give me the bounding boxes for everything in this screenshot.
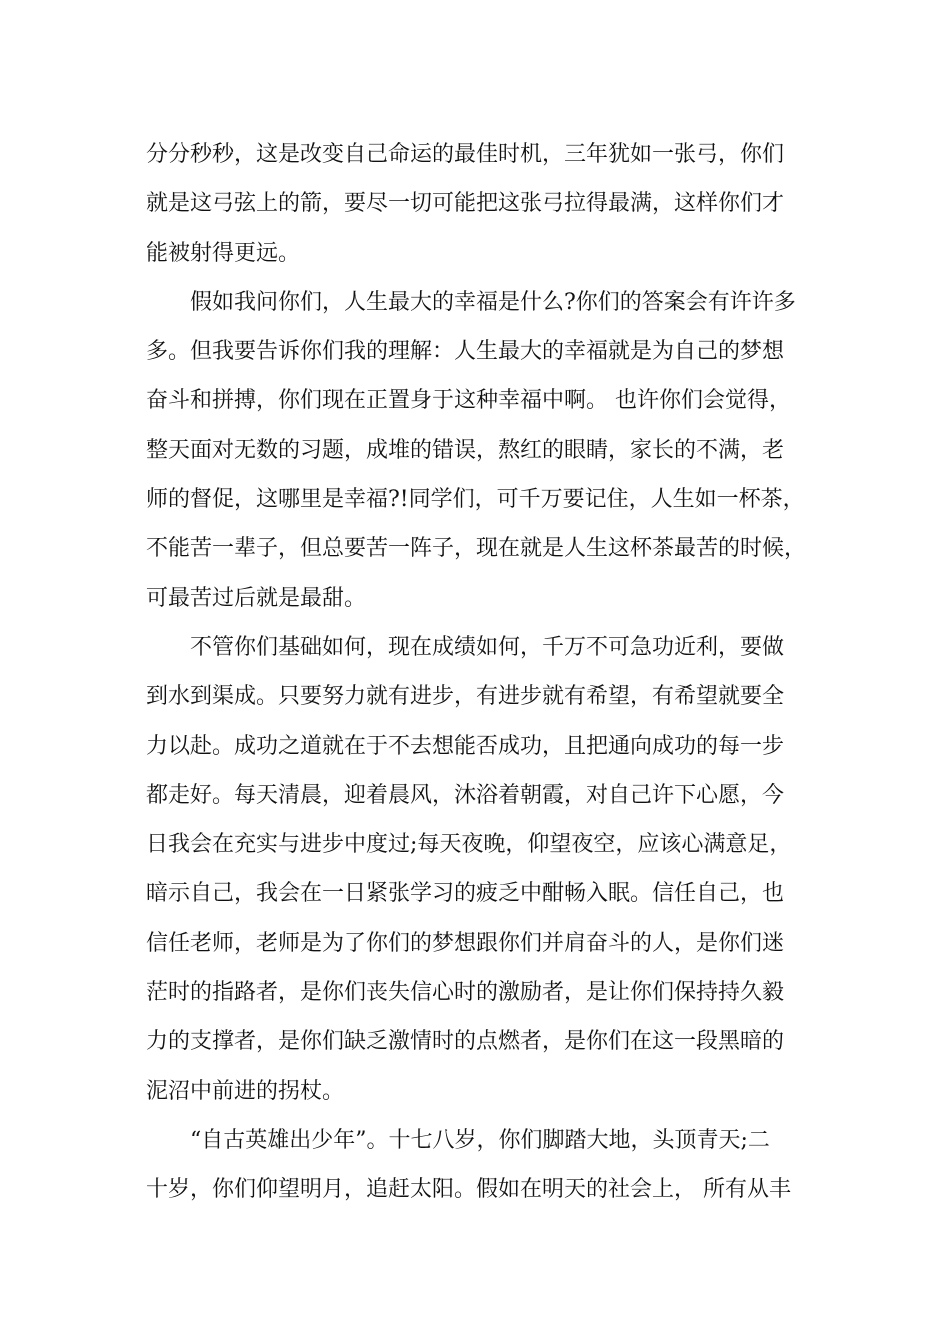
- text-line: 暗示自己，我会在一日紧张学习的疲乏中酣畅入眠。信任自己，也: [146, 881, 785, 907]
- text-line: 到水到渠成。只要努力就有进步，有进步就有希望，有希望就要全: [146, 684, 785, 710]
- text-line: 可最苦过后就是最甜。: [146, 585, 367, 611]
- text-line: 日我会在充实与进步中度过;每天夜晚，仰望夜空，应该心满意足，: [146, 832, 792, 858]
- text-line: 力的支撑者，是你们缺乏激情时的点燃者，是你们在这一段黑暗的: [146, 1029, 785, 1055]
- text-line: 力以赴。成功之道就在于不去想能否成功，且把通向成功的每一步: [146, 733, 785, 759]
- text-line: 师的督促，这哪里是幸福?!同学们，可千万要记住，人生如一杯茶，: [146, 487, 805, 513]
- text-line: 多。但我要告诉你们我的理解：人生最大的幸福就是为自己的梦想: [146, 339, 785, 365]
- body-text: [146, 130, 806, 1215]
- text-line: 就是这弓弦上的箭，要尽一切可能把这张弓拉得最满，这样你们才: [146, 191, 785, 217]
- text-line: 茫时的指路者，是你们丧失信心时的激励者，是让你们保持持久毅: [146, 980, 785, 1006]
- text-line: 奋斗和拼搏，你们现在正置身于这种幸福中啊。 也许你们会觉得，: [146, 388, 791, 414]
- text-line: 能被射得更远。: [146, 240, 301, 266]
- paragraph-start-line: 不管你们基础如何，现在成绩如何，千万不可急功近利，要做: [190, 634, 785, 660]
- text-line: 整天面对无数的习题，成堆的错误，熬红的眼睛，家长的不满，老: [146, 437, 785, 463]
- paragraph-start-line: 假如我问你们，人生最大的幸福是什么?你们的答案会有许许多: [190, 289, 796, 315]
- text-line: 都走好。每天清晨，迎着晨风，沐浴着朝霞，对自己许下心愿，今: [146, 782, 785, 808]
- text-line: 十岁，你们仰望明月，追赶太阳。假如在明天的社会上， 所有从丰: [146, 1177, 791, 1203]
- text-line: 不能苦一辈子，但总要苦一阵子，现在就是人生这杯茶最苦的时候，: [146, 536, 806, 562]
- text-line: 信任老师，老师是为了你们的梦想跟你们并肩奋斗的人，是你们迷: [146, 930, 785, 956]
- paragraph-start-line: “自古英雄出少年”。十七八岁，你们脚踏大地，头顶青天;二: [190, 1127, 770, 1153]
- text-line: 分分秒秒，这是改变自己命运的最佳时机，三年犹如一张弓，你们: [146, 142, 785, 167]
- text-line: 泥沼中前进的拐杖。: [146, 1078, 345, 1104]
